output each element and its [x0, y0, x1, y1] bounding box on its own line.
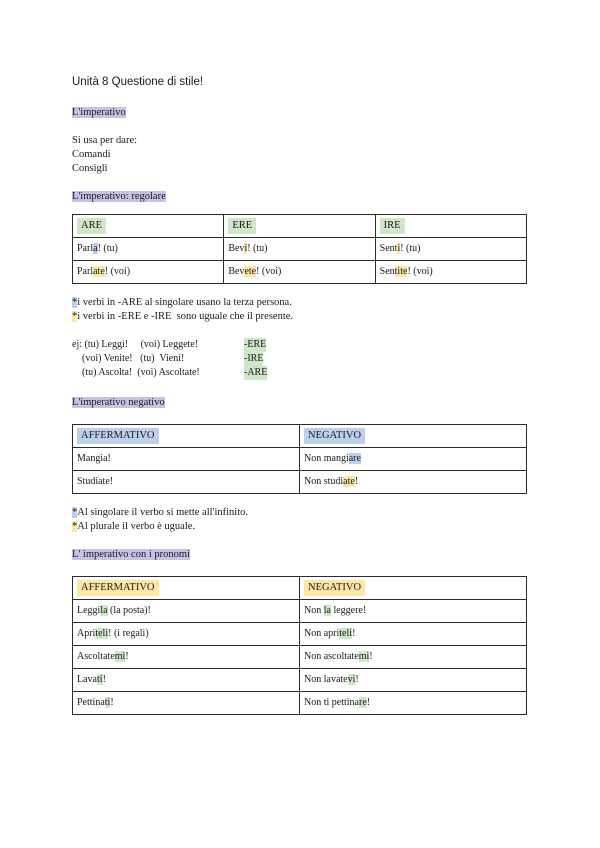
cell-text: leggere!	[330, 605, 367, 616]
highlighted-ending: are	[348, 453, 361, 464]
example-row: ej: (tu) Leggi! (voi) Leggete! -ERE	[72, 339, 267, 350]
highlighted-ending: tite	[394, 266, 408, 277]
example-row: (voi) Venite! (tu) Vieni! -IRE	[72, 353, 264, 364]
section-negativo-heading: L'imperativo negativo	[72, 397, 165, 408]
table-cell	[73, 669, 300, 692]
highlighted-ending: ti	[97, 674, 103, 685]
cell-text: ! (voi)	[104, 266, 131, 277]
cell-text: Studiate!	[77, 476, 114, 487]
cell-text: Ascoltate	[77, 651, 115, 662]
table-row	[73, 646, 527, 669]
cell-text: ! (tu)	[400, 243, 421, 254]
cell-text: Non mangi	[304, 453, 349, 464]
table-cell	[300, 646, 527, 669]
cell-text: !	[354, 476, 359, 487]
table-cell	[300, 669, 527, 692]
cell-text: Non ti pettina	[304, 697, 359, 708]
cell-text: Non lavate	[304, 674, 348, 685]
cell-text: !	[355, 674, 359, 685]
table-cell	[224, 238, 375, 261]
table-cell	[73, 261, 224, 284]
table-header: AFFERMATIVO	[73, 425, 300, 448]
cell-text: Sen	[379, 266, 395, 277]
cell-text: Lava	[77, 674, 97, 685]
cell-text: !	[110, 697, 114, 708]
cell-text: ! (voi)	[407, 266, 433, 277]
cell-text: ! (tu)	[247, 243, 268, 254]
cell-text: !	[125, 651, 129, 662]
highlighted-ending: i	[397, 243, 401, 254]
table-cell	[73, 238, 224, 261]
note: *i verbi in -ERE e -IRE sono uguale che il presente.	[72, 311, 294, 322]
note: *Al plurale il verbo è uguale.	[72, 521, 196, 532]
table-row	[73, 448, 527, 471]
table-cell	[375, 261, 526, 284]
cell-text: !	[102, 674, 106, 685]
highlighted-ending: teli	[95, 628, 109, 639]
cell-text: ! (tu)	[97, 243, 118, 254]
cell-text: Leggi	[77, 605, 101, 616]
section-pronomi-heading: L' imperativo con i pronomi	[72, 549, 190, 560]
table-row	[73, 471, 527, 494]
cell-text: ! (voi)	[256, 266, 282, 277]
highlighted-ending: la	[323, 605, 331, 616]
section-imperativo-heading: L'imperativo	[72, 107, 126, 118]
cell-text: Pettina	[77, 697, 105, 708]
table-cell	[300, 692, 527, 715]
example-row: (tu) Ascolta! (voi) Ascoltate! -ARE	[72, 367, 268, 378]
use-item: Consigli	[72, 163, 108, 174]
cell-text: ! (i regali)	[108, 628, 149, 639]
table-cell	[73, 623, 300, 646]
table-row	[73, 692, 527, 715]
note: *Al singolare il verbo si mette all'infinito.	[72, 507, 248, 518]
highlighted-ending: ti	[104, 697, 111, 708]
note: *i verbi in -ARE al singolare usano la terza persona.	[72, 297, 292, 308]
table-cell	[300, 448, 527, 471]
cell-text: Non apri	[304, 628, 340, 639]
cell-text: Mangia!	[77, 453, 111, 464]
table-row	[73, 669, 527, 692]
table-header: NEGATIVO	[300, 577, 527, 600]
cell-text: Parl	[77, 266, 94, 277]
highlighted-ending: la	[100, 605, 108, 616]
table-cell	[73, 646, 300, 669]
highlighted-ending: a	[93, 243, 98, 254]
table-cell	[300, 471, 527, 494]
cell-text: Non studi	[304, 476, 344, 487]
cell-text: Apri	[77, 628, 96, 639]
table-header: AFFERMATIVO	[73, 577, 300, 600]
table-cell	[375, 238, 526, 261]
highlighted-ending: i	[244, 243, 248, 254]
cell-text: Parl	[77, 243, 94, 254]
table-header: ARE	[73, 215, 224, 238]
table-cell	[224, 261, 375, 284]
table-cell	[300, 600, 527, 623]
cell-text: !	[366, 697, 371, 708]
regolare-table	[72, 214, 527, 284]
negativo-table	[72, 424, 527, 494]
highlighted-ending: vi	[347, 674, 356, 685]
table-header: ERE	[224, 215, 375, 238]
highlighted-ending: ate	[93, 266, 105, 277]
cell-text: Bev	[228, 243, 245, 254]
table-cell	[73, 600, 300, 623]
highlighted-ending: ate	[343, 476, 355, 487]
highlighted-ending: mi	[114, 651, 126, 662]
pronomi-table	[72, 576, 527, 715]
highlighted-ending: re	[359, 697, 367, 708]
highlighted-ending: teli	[339, 628, 353, 639]
cell-text: Sent	[379, 243, 398, 254]
cell-text: !	[369, 651, 373, 662]
table-header: IRE	[375, 215, 526, 238]
uses-intro: Si usa per dare:	[72, 135, 138, 146]
cell-text: Non ascoltate	[304, 651, 359, 662]
table-cell	[73, 692, 300, 715]
table-row	[73, 238, 527, 261]
section-regolare-heading: L'imperativo: regolare	[72, 191, 166, 202]
cell-text: Non	[304, 605, 324, 616]
cell-text: !	[352, 628, 356, 639]
table-cell	[300, 623, 527, 646]
use-item: Comandi	[72, 149, 111, 160]
document-page	[72, 66, 527, 715]
table-cell	[73, 471, 300, 494]
table-row	[73, 600, 527, 623]
cell-text: Bev	[228, 266, 245, 277]
document-title: Unità 8 Questione di stile!	[72, 76, 204, 88]
table-cell	[73, 448, 300, 471]
cell-text: (la posta)!	[107, 605, 151, 616]
table-row	[73, 623, 527, 646]
table-row	[73, 261, 527, 284]
highlighted-ending: ete	[244, 266, 257, 277]
highlighted-ending: mi	[358, 651, 370, 662]
table-header: NEGATIVO	[300, 425, 527, 448]
